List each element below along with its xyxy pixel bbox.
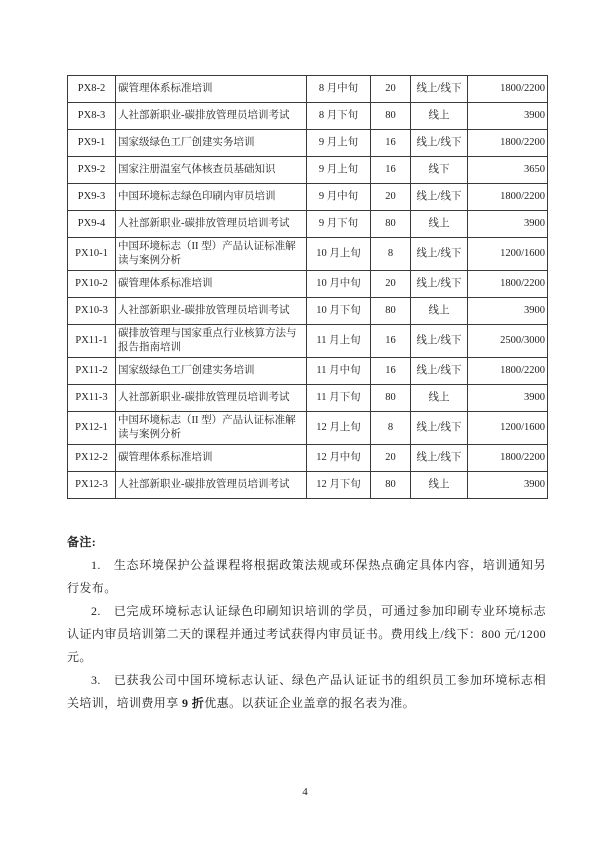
- cell-date: 11 月上旬: [307, 325, 371, 358]
- cell-price: 1800/2200: [468, 76, 548, 103]
- cell-code: PX8-3: [68, 103, 116, 130]
- cell-name: 国家级绿色工厂创建实务培训: [116, 130, 307, 157]
- table-row: [68, 103, 548, 130]
- cell-code: PX12-3: [68, 472, 116, 499]
- cell-mode: 线上/线下: [411, 412, 468, 445]
- cell-code: PX11-1: [68, 325, 116, 358]
- cell-date: 9 月上旬: [307, 157, 371, 184]
- table-row: [68, 445, 548, 472]
- cell-mode: 线上/线下: [411, 445, 468, 472]
- cell-hours: 80: [371, 103, 411, 130]
- cell-price: 1800/2200: [468, 184, 548, 211]
- note-text: 1. 生态环境保护公益课程将根据政策法规或环保热点确定具体内容，培训通知另行发布。: [67, 558, 546, 595]
- table-row: [68, 76, 548, 103]
- note-item: [67, 600, 546, 669]
- cell-name: 中国环境标志绿色印刷内审员培训: [116, 184, 307, 211]
- cell-name: 人社部新职业-碳排放管理员培训考试: [116, 472, 307, 499]
- cell-name: 碳管理体系标准培训: [116, 76, 307, 103]
- cell-name: 人社部新职业-碳排放管理员培训考试: [116, 211, 307, 238]
- table-row: [68, 238, 548, 271]
- cell-date: 12 月上旬: [307, 412, 371, 445]
- cell-name: 中国环境标志（II 型）产品认证标准解读与案例分析: [116, 238, 307, 271]
- cell-date: 8 月中旬: [307, 76, 371, 103]
- cell-code: PX11-3: [68, 385, 116, 412]
- training-schedule-table: [67, 75, 548, 499]
- cell-price: 1800/2200: [468, 445, 548, 472]
- cell-mode: 线上: [411, 211, 468, 238]
- cell-mode: 线上/线下: [411, 358, 468, 385]
- cell-price: 3650: [468, 157, 548, 184]
- table-row: [68, 412, 548, 445]
- table-row: [68, 358, 548, 385]
- notes-section: [67, 531, 546, 715]
- page-number: 4: [302, 786, 308, 798]
- table-row: [68, 211, 548, 238]
- cell-price: 1200/1600: [468, 412, 548, 445]
- cell-hours: 16: [371, 358, 411, 385]
- cell-code: PX12-1: [68, 412, 116, 445]
- notes-label: 备注:: [67, 535, 97, 549]
- cell-hours: 8: [371, 238, 411, 271]
- cell-mode: 线上: [411, 298, 468, 325]
- note-text: 2. 已完成环境标志认证绿色印刷知识培训的学员，可通过参加印刷专业环境标志认证内审员培训第二天的课程并通过考试获得内审员证书。费用线上/线下：800 元/1200 元。: [67, 604, 546, 664]
- cell-hours: 8: [371, 412, 411, 445]
- table-row: [68, 130, 548, 157]
- cell-code: PX12-2: [68, 445, 116, 472]
- cell-date: 11 月下旬: [307, 385, 371, 412]
- cell-hours: 80: [371, 211, 411, 238]
- cell-price: 1800/2200: [468, 271, 548, 298]
- cell-name: 国家级绿色工厂创建实务培训: [116, 358, 307, 385]
- cell-date: 10 月上旬: [307, 238, 371, 271]
- cell-hours: 20: [371, 76, 411, 103]
- cell-name: 人社部新职业-碳排放管理员培训考试: [116, 103, 307, 130]
- cell-name: 人社部新职业-碳排放管理员培训考试: [116, 298, 307, 325]
- table-row: [68, 385, 548, 412]
- cell-date: 9 月中旬: [307, 184, 371, 211]
- cell-price: 3900: [468, 298, 548, 325]
- cell-code: PX9-4: [68, 211, 116, 238]
- cell-mode: 线上: [411, 385, 468, 412]
- table-row: [68, 298, 548, 325]
- schedule-table-body: [68, 76, 548, 499]
- cell-mode: 线上: [411, 103, 468, 130]
- cell-date: 10 月下旬: [307, 298, 371, 325]
- cell-price: 2500/3000: [468, 325, 548, 358]
- cell-code: PX9-2: [68, 157, 116, 184]
- cell-date: 8 月下旬: [307, 103, 371, 130]
- cell-code: PX9-1: [68, 130, 116, 157]
- cell-price: 1200/1600: [468, 238, 548, 271]
- cell-hours: 80: [371, 385, 411, 412]
- note-text: 优惠。以获证企业盖章的报名表为准。: [204, 696, 416, 710]
- cell-date: 9 月上旬: [307, 130, 371, 157]
- table-row: [68, 325, 548, 358]
- cell-mode: 线上/线下: [411, 325, 468, 358]
- cell-price: 3900: [468, 472, 548, 499]
- cell-hours: 80: [371, 298, 411, 325]
- cell-date: 11 月中旬: [307, 358, 371, 385]
- cell-name: 碳管理体系标准培训: [116, 271, 307, 298]
- cell-price: 1800/2200: [468, 358, 548, 385]
- cell-code: PX9-3: [68, 184, 116, 211]
- cell-hours: 16: [371, 130, 411, 157]
- cell-mode: 线上: [411, 472, 468, 499]
- cell-mode: 线上/线下: [411, 238, 468, 271]
- cell-name: 人社部新职业-碳排放管理员培训考试: [116, 385, 307, 412]
- cell-code: PX8-2: [68, 76, 116, 103]
- cell-hours: 80: [371, 472, 411, 499]
- table-row: [68, 472, 548, 499]
- cell-hours: 16: [371, 157, 411, 184]
- cell-date: 10 月中旬: [307, 271, 371, 298]
- cell-price: 3900: [468, 385, 548, 412]
- note-text-bold: 9 折: [182, 696, 205, 710]
- cell-hours: 20: [371, 445, 411, 472]
- table-row: [68, 271, 548, 298]
- cell-date: 9 月下旬: [307, 211, 371, 238]
- note-item: [67, 554, 546, 600]
- cell-price: 1800/2200: [468, 130, 548, 157]
- table-row: [68, 157, 548, 184]
- cell-name: 碳管理体系标准培训: [116, 445, 307, 472]
- training-schedule-table-wrap: [67, 75, 547, 499]
- cell-date: 12 月下旬: [307, 472, 371, 499]
- table-row: [68, 184, 548, 211]
- cell-code: PX10-3: [68, 298, 116, 325]
- cell-mode: 线下: [411, 157, 468, 184]
- cell-hours: 20: [371, 184, 411, 211]
- cell-code: PX11-2: [68, 358, 116, 385]
- notes-list: [67, 554, 546, 715]
- cell-hours: 16: [371, 325, 411, 358]
- cell-mode: 线上/线下: [411, 184, 468, 211]
- cell-name: 碳排放管理与国家重点行业核算方法与报告指南培训: [116, 325, 307, 358]
- cell-hours: 20: [371, 271, 411, 298]
- cell-code: PX10-2: [68, 271, 116, 298]
- cell-price: 3900: [468, 211, 548, 238]
- cell-mode: 线上/线下: [411, 271, 468, 298]
- cell-mode: 线上/线下: [411, 130, 468, 157]
- cell-price: 3900: [468, 103, 548, 130]
- cell-mode: 线上/线下: [411, 76, 468, 103]
- note-item: [67, 669, 546, 715]
- cell-date: 12 月中旬: [307, 445, 371, 472]
- note-text: 3. 已获我公司中国环境标志认证、绿色产品认证证书的组织员工参加环境标志相关培训，培训费用享: [67, 673, 546, 710]
- cell-name: 国家注册温室气体核查员基础知识: [116, 157, 307, 184]
- cell-name: 中国环境标志（II 型）产品认证标准解读与案例分析: [116, 412, 307, 445]
- cell-code: PX10-1: [68, 238, 116, 271]
